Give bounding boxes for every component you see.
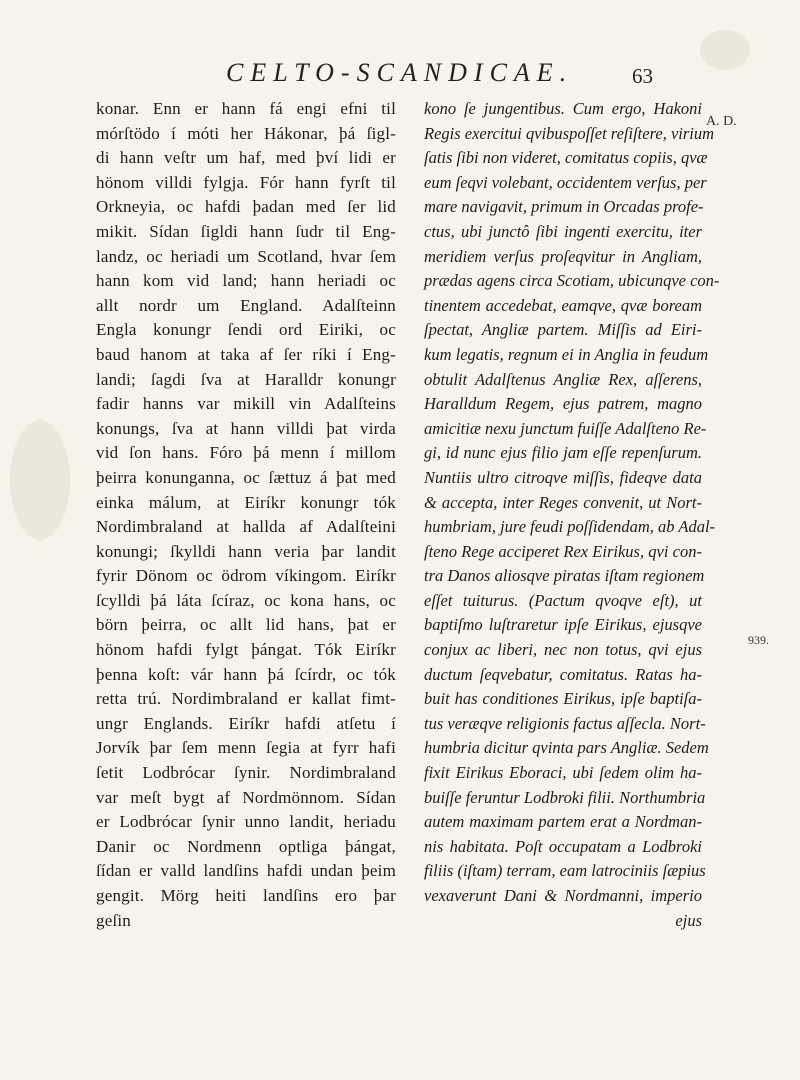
norse-text-line: Engla konungr ſendi ord Eiriki, oc bbox=[96, 320, 396, 340]
era-label: A. D. bbox=[706, 114, 737, 129]
paper-stain bbox=[10, 420, 70, 540]
latin-text-line: tra Danos aliosqve piratas iſtam regionem bbox=[424, 566, 705, 586]
latin-text-line: obtulit Adalſtenus Angliæ Rex, aſſerens, bbox=[424, 369, 702, 389]
latin-text-line: tus veræqve religionis factus aſſecla. Nort- bbox=[424, 713, 706, 733]
latin-text-line: kono ſe jungentibus. Cum ergo, Hakoni bbox=[424, 99, 702, 118]
latin-text-line: kum legatis, regnum ei in Anglia in feudum bbox=[424, 344, 709, 364]
norse-text-line: er Lodbrócar ſynir unno landit, heriadu bbox=[96, 812, 396, 832]
running-header bbox=[0, 58, 800, 98]
latin-text-line: humbria dicitur qvinta pars Angliæ. Sedem bbox=[424, 738, 709, 758]
latin-text-line: prædas agens circa Scotiam, ubicunqve con- bbox=[424, 271, 720, 291]
norse-text-line: einka málum, at Eiríkr konungr tók bbox=[96, 492, 396, 512]
norse-text-line: Danir oc Nordmenn optliga þángat, bbox=[96, 836, 396, 856]
latin-text-line: eſſet tuiturus. (Pactum qvoqve eſt), ut bbox=[424, 590, 702, 610]
norse-text-line: þeirra konunganna, oc ſættuz á þat med bbox=[96, 467, 396, 487]
norse-text-line: ſetit Lodbrócar ſynir. Nordimbraland bbox=[96, 763, 396, 783]
norse-text-line: ſídan er valld landſins hafdi undan þeim bbox=[96, 861, 396, 881]
norse-text-line: mikit. Sídan ſigldi hann ſudr til Eng- bbox=[96, 221, 396, 241]
norse-text-line: baud hanom at taka af ſer ríki í Eng- bbox=[96, 344, 396, 364]
latin-text-line: ejus bbox=[675, 910, 702, 930]
norse-text-line: fadir hanns var mikill vin Adalſteins bbox=[96, 394, 396, 414]
norse-text-line: allt nordr um England. Adalſteinn bbox=[96, 295, 396, 315]
latin-text-line: Regis exercitui qvibuspoſſet reſiſtere, virium bbox=[424, 123, 715, 143]
latin-text-line: ctus, ubi junctô ſibi ingenti exercitu, iter bbox=[424, 221, 702, 241]
norse-text-line: gengit. Mörg heiti landſins ero þar bbox=[96, 886, 396, 905]
latin-text-line: tinentem accedebat, eamqve, qvæ boream bbox=[424, 295, 702, 315]
norse-text-line: geſin bbox=[96, 910, 131, 930]
norse-text-line: konungi; ſkylldi hann veria þar landit bbox=[96, 541, 396, 561]
latin-text-line: nis habitata. Poſt occupatam a Lodbroki bbox=[424, 836, 702, 856]
norse-text-line: fyrir Dönom oc ödrom víkingom. Eiríkr bbox=[96, 566, 396, 586]
norse-text-line: mórſtödo í móti her Hákonar, þá ſigl- bbox=[96, 123, 396, 143]
latin-text-line: vexaverunt Dani & Nordmanni, imperio bbox=[424, 886, 702, 905]
latin-text-line: baptiſmo luſtraretur ipſe Eirikus, ejusqve bbox=[424, 615, 702, 635]
latin-text-line: mare navigavit, primum in Orcadas profe- bbox=[424, 197, 704, 217]
latin-text-line: amicitiæ nexu junctum fuiſſe Adalſteno Re- bbox=[424, 418, 707, 438]
norse-text-line: di hann veſtr um haf, med því lidi er bbox=[96, 148, 396, 168]
running-title: CELTO-SCANDICAE. bbox=[226, 58, 574, 87]
norse-text-line: var meſt bygt af Nordmönnom. Sídan bbox=[96, 787, 396, 807]
norse-text-line: þenna koſt: vár hann þá ſcírdr, oc tók bbox=[96, 664, 396, 684]
norse-text-line: Nordimbraland at hallda af Adalſteini bbox=[96, 517, 396, 537]
latin-text-line: filiis (iſtam) terram, eam latrociniis ſæpius bbox=[424, 861, 706, 881]
latin-text-line: & accepta, inter Reges convenit, ut Nort- bbox=[424, 492, 702, 512]
latin-text-line: Haralldum Regem, ejus patrem, magno bbox=[424, 394, 702, 414]
latin-text-line: autem maximam partem erat a Nordman- bbox=[424, 812, 702, 832]
latin-text-line: Nuntiis ultro citroqve miſſis, fideqve data bbox=[424, 467, 702, 487]
norse-text-line: hönom villdi fylgja. Fór hann fyrſt til bbox=[96, 172, 396, 192]
norse-text-line: konar. Enn er hann fá engi efni til bbox=[96, 99, 396, 118]
norse-text-line: Jorvík þar ſem menn ſegia at fyrr hafi bbox=[96, 738, 396, 758]
year-note: 939. bbox=[748, 633, 769, 647]
norse-text-line: hann kom vid land; hann heriadi oc bbox=[96, 271, 396, 291]
norse-text-line: hönom hafdi fylgt þángat. Tók Eiríkr bbox=[96, 640, 396, 660]
latin-text-line: ſatis ſibi non videret, comitatus copiis, qvæ bbox=[424, 148, 708, 168]
norse-text-line: landz, oc heriadi um Scotland, hvar ſem bbox=[96, 246, 396, 266]
page-number: 63 bbox=[632, 64, 653, 88]
latin-text-line: eum ſeqvi volebant, occidentem verſus, per bbox=[424, 172, 707, 192]
latin-text-line: meridiem verſus proſeqvitur in Angliam, bbox=[424, 246, 702, 266]
norse-text-line: vid ſon hans. Fóro þá menn í millom bbox=[96, 443, 396, 463]
norse-text-line: konungs, ſva at hann villdi þat virda bbox=[96, 418, 396, 438]
latin-text-line: ſteno Rege acciperet Rex Eirikus, qvi con- bbox=[424, 541, 702, 561]
latin-column bbox=[424, 97, 720, 933]
latin-text-line: buit has conditiones Eirikus, ipſe baptiſa- bbox=[424, 689, 702, 709]
norse-text-line: ungr Englands. Eiríkr hafdi atſetu í bbox=[96, 713, 396, 733]
latin-text-line: ductum ſeqvebatur, comitatus. Ratas ha- bbox=[424, 664, 702, 684]
latin-text-line: buiſſe feruntur Lodbroki filii. Northumbria bbox=[424, 787, 706, 807]
latin-text-line: fixit Eirikus Eboraci, ubi ſedem olim ha- bbox=[424, 763, 702, 783]
latin-text-line: conjux ac liberi, nec non totus, qvi ejus bbox=[424, 640, 702, 660]
latin-text-line: humbriam, jure feudi poſſidendam, ab Adal- bbox=[424, 517, 716, 537]
norse-text-line: börn þeirra, oc allt lid hans, þat er bbox=[96, 615, 396, 635]
norse-text-line: retta trú. Nordimbraland er kallat fimt- bbox=[96, 689, 396, 709]
norse-text-line: ſcylldi þá láta ſcíraz, oc kona hans, oc bbox=[96, 590, 396, 610]
norse-text-line: Orkneyia, oc hafdi þadan med ſer lid bbox=[96, 197, 396, 217]
latin-text-line: ſpectat, Angliæ partem. Miſſis ad Eiri- bbox=[424, 320, 702, 340]
old-norse-column bbox=[96, 97, 396, 933]
latin-text-line: gi, id nunc ejus filio jam eſſe repenſurum. bbox=[424, 443, 702, 463]
norse-text-line: landi; ſagdi ſva at Haralldr konungr bbox=[96, 369, 396, 389]
